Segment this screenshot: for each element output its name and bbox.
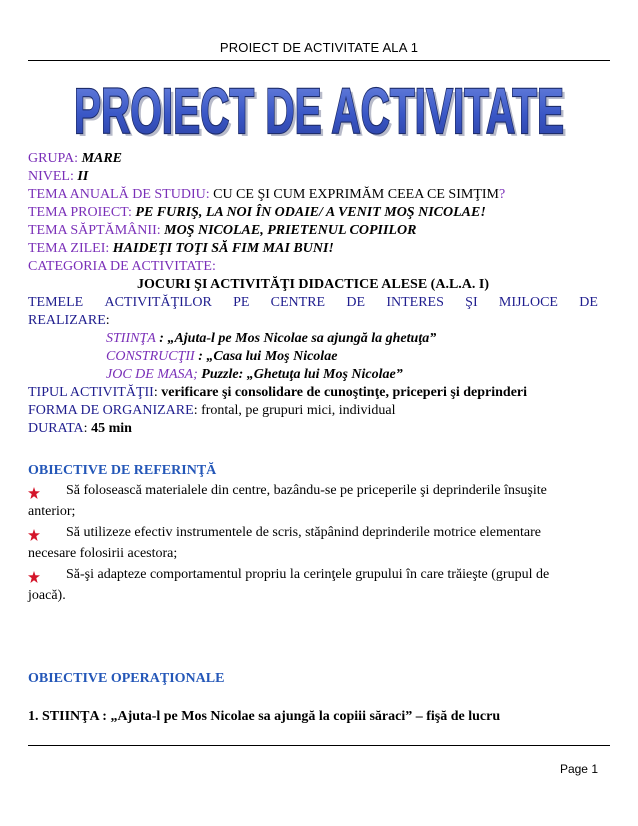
star-bullet-icon: [28, 485, 40, 497]
grupa-line: [28, 150, 598, 168]
nivel-value: II: [77, 169, 89, 184]
tema-zilei-value: HAIDEŢI TOŢI SĂ FIM MAI BUNI!: [112, 241, 334, 256]
forma-value: frontal, pe grupuri mici, individual: [201, 403, 396, 418]
banner-text: PROIECT DE ACTIVITATE: [74, 75, 564, 147]
temele-word: CENTRE: [270, 295, 326, 310]
temele-word: TEMELE: [28, 295, 84, 310]
star-bullet-icon: [28, 569, 40, 581]
forma-line: [28, 402, 598, 420]
temele-word: INTERES: [386, 295, 444, 310]
temele-word: DE: [579, 295, 598, 310]
temele-word: DE: [346, 295, 366, 310]
temele-realizare: REALIZARE: [28, 313, 106, 328]
nivel-line: [28, 168, 598, 186]
page-header-title: PROIECT DE ACTIVITATE ALA 1: [219, 40, 419, 55]
centre-label: CONSTRUCŢII: [106, 349, 195, 364]
centre-value: : „Ajuta-l pe Mos Nicolae sa ajungă la ghetuţa”: [155, 331, 437, 346]
objective-text: Să utilizeze efectiv instrumentele de scris, stăpânind deprinderile motrice elementare: [66, 525, 542, 540]
centre-label: STIINŢA: [106, 331, 156, 346]
objective-text: Să folosească materialele din centre, bazându-se pe priceperile şi deprinderile însuşite: [66, 483, 547, 498]
objective-text: Să-şi adapteze comportamentul propriu la cerinţele grupului în care trăieşte (grupul de: [66, 567, 550, 582]
tema-saptamanii-line: [28, 222, 598, 240]
tema-proiect-value: PE FURIŞ, LA NOI ÎN ODAIE/ A VENIT MOŞ NICOLAE!: [135, 205, 486, 220]
tema-anuala-tail: ?: [498, 187, 506, 202]
objective-item: [28, 522, 598, 564]
title-banner: [60, 64, 578, 148]
tema-saptamanii-value: MOŞ NICOLAE, PRIETENUL COPIILOR: [164, 223, 417, 238]
objective-item: [28, 564, 598, 606]
tema-anuala-value: CU CE ŞI CUM EXPRIMĂM CEEA CE SIMŢIM: [213, 187, 499, 202]
forma-colon: :: [193, 403, 202, 418]
tema-zilei-label: TEMA ZILEI:: [28, 241, 110, 256]
nivel-label: NIVEL:: [28, 169, 74, 184]
centre-item: [28, 330, 598, 348]
tipul-line: [28, 384, 598, 402]
tipul-label: TIPUL ACTIVITĂŢII: [28, 385, 154, 400]
grupa-label: GRUPA:: [28, 151, 79, 166]
temele-line-2: [28, 312, 598, 330]
durata-line: [28, 420, 598, 438]
objective-item: [28, 480, 598, 522]
temele-line: [28, 294, 598, 312]
centre-item: [28, 366, 598, 384]
obiective-referinta-title: OBIECTIVE DE REFERINŢĂ: [28, 463, 217, 478]
objective-text-cont: anterior;: [28, 504, 76, 519]
tema-saptamanii-label: TEMA SĂPTĂMÂNII:: [28, 223, 161, 238]
temele-word: MIJLOCE: [498, 295, 558, 310]
temele-colon: :: [105, 313, 110, 328]
forma-label: FORMA DE ORGANIZARE: [28, 403, 194, 418]
tema-proiect-label: TEMA PROIECT:: [28, 205, 132, 220]
page-number: Page 1: [559, 762, 598, 776]
tema-proiect-line: [28, 204, 598, 222]
categoria-label: CATEGORIA DE ACTIVITATE:: [28, 259, 216, 274]
centre-label: JOC DE MASA;: [106, 367, 198, 382]
document-body: [28, 150, 598, 726]
centre-value: : „Casa lui Moş Nicolae: [194, 349, 338, 364]
durata-colon: :: [83, 421, 92, 436]
tema-anuala-label: TEMA ANUALĂ DE STUDIU:: [28, 187, 210, 202]
header-rule: [28, 60, 610, 61]
centre-value: Puzzle: „Ghetuţa lui Moş Nicolae”: [197, 367, 403, 382]
obiective-operationale-title: OBIECTIVE OPERAŢIONALE: [28, 671, 225, 686]
temele-word: ŞI: [465, 295, 478, 310]
tema-zilei-line: [28, 240, 598, 258]
obiective-referinta-list: [28, 480, 598, 606]
tipul-colon: :: [153, 385, 162, 400]
grupa-value: MARE: [81, 151, 123, 166]
temele-word: ACTIVITĂŢILOR: [104, 295, 212, 310]
durata-value: 45 min: [91, 421, 132, 436]
footer-rule: [28, 745, 610, 746]
obiective-operationale-item: 1. STIINŢA : „Ajuta-l pe Mos Nicolae sa ajungă la copiii săraci” – fişă de lucru: [28, 709, 501, 724]
durata-label: DURATA: [28, 421, 84, 436]
categoria-value: JOCURI ŞI ACTIVITĂŢI DIDACTICE ALESE (A.L.A. I): [136, 277, 490, 292]
centre-item: [28, 348, 598, 366]
temele-word: PE: [233, 295, 250, 310]
tema-anuala-line: [28, 186, 598, 204]
objective-text-cont: joacă).: [28, 588, 66, 603]
objective-text-cont: necesare folosirii acestora;: [28, 546, 178, 561]
star-bullet-icon: [28, 527, 40, 539]
banner-shadow: PROIECT DE ACTIVITATE: [77, 78, 567, 148]
tipul-value: verificare şi consolidare de cunoştinţe, priceperi şi deprinderi: [161, 385, 528, 400]
